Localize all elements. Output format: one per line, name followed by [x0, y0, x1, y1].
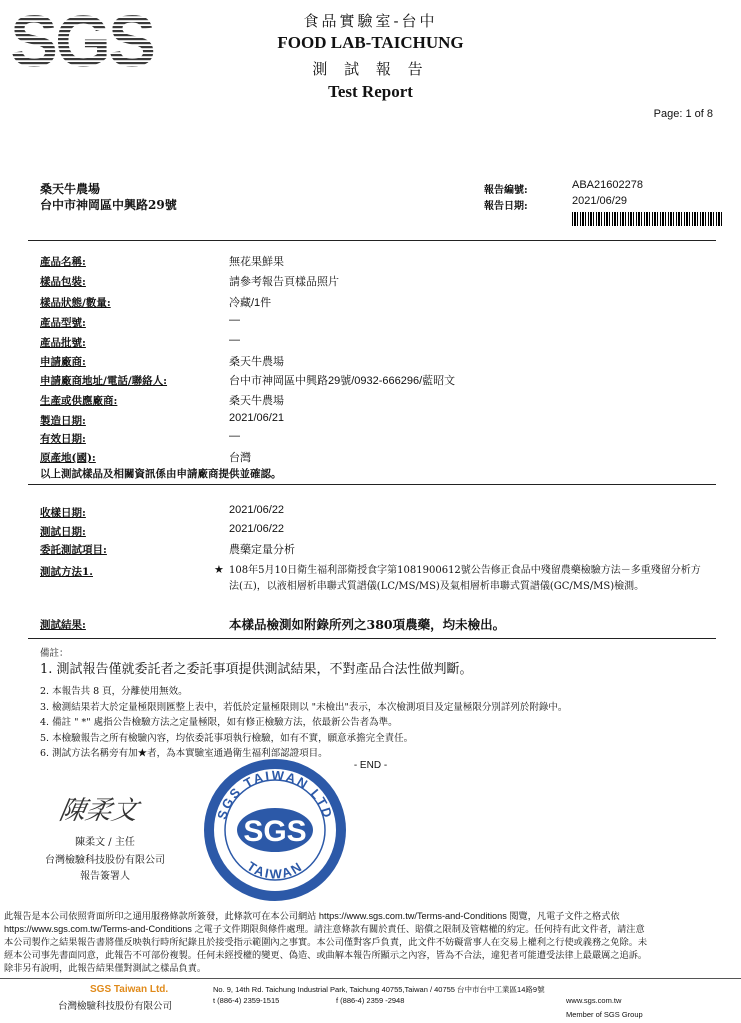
- lab-title-en: FOOD LAB-TAICHUNG: [277, 33, 464, 52]
- field-label: 收樣日期:: [40, 507, 86, 519]
- lab-title-cn: 食品實驗室-台中: [303, 12, 438, 30]
- confirm-note: 以上測試樣品及相關資訊係由申請廠商提供並確認。: [40, 468, 282, 480]
- method-label: 測試方法1.: [40, 566, 93, 578]
- client-name: 桑天牛農場: [40, 182, 101, 196]
- field-value: —: [229, 334, 240, 346]
- signer-name: 陳柔文 / 主任: [75, 837, 135, 848]
- report-title-cn: 測 試 報 告: [312, 60, 429, 78]
- field-label: 生產或供應廠商:: [40, 395, 118, 407]
- note-item: 5. 本檢驗報告之所有檢驗內容，均依委託事項執行檢驗，如有不實，願意承擔完全責任。: [40, 733, 414, 744]
- field-value: 2021/06/21: [229, 412, 285, 424]
- client-address: 台中市神岡區中興路29號: [40, 198, 177, 212]
- divider: [28, 240, 716, 241]
- footer-tel: t (886-4) 2359-1515: [213, 996, 280, 1005]
- field-value: 台中市神岡區中興路29號/0932-666296/藍昭文: [229, 375, 456, 387]
- result-label: 測試結果:: [40, 619, 86, 631]
- page-number: Page: 1 of 8: [653, 108, 713, 120]
- report-no: ABA21602278: [572, 179, 643, 191]
- field-value: 冷藏/1件: [229, 297, 272, 309]
- field-value: 台灣: [229, 452, 251, 464]
- field-value: —: [229, 314, 240, 326]
- report-title-en: Test Report: [328, 82, 413, 101]
- footer-disclaimer-3: 本公司製作之結果報告書將僅反映執行時所紀錄且於接受指示範圍內之事實。本公司僅對客戶負責，此文件不妨礙當事人在交易上權利之行使或義務之免除。未: [4, 937, 648, 947]
- divider: [28, 638, 716, 639]
- field-label: 產品名稱:: [40, 256, 86, 268]
- field-value: 2021/06/22: [229, 523, 285, 535]
- field-label: 產品批號:: [40, 337, 86, 349]
- field-label: 有效日期:: [40, 433, 86, 445]
- note-item: 6. 測試方法名稱旁有加★者，為本實驗室通過衛生福利部認證項目。: [40, 748, 328, 759]
- seal-bottom-text: TAIWAN: [244, 858, 306, 882]
- field-label: 申請廠商:: [40, 356, 86, 368]
- footer-company-cn: 台灣檢驗科技股份有限公司: [58, 1001, 173, 1012]
- end-marker: - END -: [353, 760, 388, 771]
- footer-address: No. 9, 14th Rd. Taichung Industrial Park, Taichung 40755,Taiwan / 40755 台中市台中工業區14路9號: [213, 985, 545, 994]
- field-value: 請參考報告頁樣品照片: [229, 276, 339, 288]
- field-label: 樣品包裝:: [40, 276, 86, 288]
- signer-role: 報告簽署人: [80, 871, 130, 882]
- method-text: 108年5月10日衛生福利部衛授食字第1081900612號公告修正食品中殘留農藥檢驗方法－多重殘留分析方法(五)，以液相層析串聯式質譜儀(LC/MS/MS)及氣相層析串聯式質譜儀(GC/MS/MS)檢測。: [229, 565, 701, 592]
- report-date-label: 報告日期:: [484, 201, 528, 212]
- field-value: 2021/06/22: [229, 504, 285, 516]
- notes-title: 備註：: [40, 648, 69, 659]
- footer-disclaimer-2: https://www.sgs.com.tw/Terms-and-Conditions 之電子文件期限與條件處理。請注意條款有關於責任、賠償之限制及管轄權的約定。任何持有此文件者，請注意: [4, 924, 645, 934]
- field-label: 測試日期:: [40, 526, 86, 538]
- note-item: 1. 測試報告僅就委託者之委託事項提供測試結果，不對產品合法性做判斷。: [40, 662, 473, 677]
- footer-disclaimer-4: 經本公司事先書面同意，此報告不可部份複製。任何未經授權的變更、偽造、或曲解本報告所顯示之內容，皆為不合法，違犯者可能遭受法律上最嚴厲之追訴。: [4, 950, 648, 960]
- result-text: 本樣品檢測如附錄所列之380項農藥，均未檢出。: [229, 617, 506, 632]
- note-item: 2. 本報告共 8 頁，分離使用無效。: [40, 686, 188, 697]
- report-date: 2021/06/29: [572, 195, 628, 207]
- field-value: —: [229, 430, 240, 442]
- company-seal: [200, 750, 350, 910]
- footer-member: Member of SGS Group: [566, 1010, 643, 1019]
- field-label: 產品型號:: [40, 317, 86, 329]
- svg-text:TAIWAN: [244, 858, 305, 881]
- footer-website: www.sgs.com.tw: [566, 996, 622, 1005]
- field-value: 桑天牛農場: [229, 395, 284, 407]
- field-label: 委託測試項目:: [40, 544, 107, 556]
- field-value: 無花果鮮果: [229, 256, 284, 268]
- footer-fax: f (886-4) 2359 -2948: [336, 996, 405, 1005]
- field-value: 農藥定量分析: [229, 543, 295, 556]
- seal-top-text: SGS TAIWAN LTD: [214, 767, 336, 822]
- footer-company-en: SGS Taiwan Ltd.: [90, 984, 169, 995]
- report-no-label: 報告編號:: [484, 185, 528, 196]
- field-label: 製造日期:: [40, 415, 86, 427]
- note-item: 4. 備註 " *" 處指公告檢驗方法之定量極限，如有修正檢驗方法，依最新公告者為準。: [40, 717, 398, 728]
- field-value: 桑天牛農場: [229, 356, 284, 368]
- note-item: 3. 檢測結果若大於定量極限則匯整上表中，若低於定量極限則以 "未檢出"表示，本次檢測項目及定量極限分別詳列於附錄中。: [40, 702, 568, 713]
- divider: [28, 484, 716, 485]
- footer-divider: [0, 978, 741, 979]
- sgs-logo-text: SGS: [10, 6, 154, 70]
- footer-disclaimer-5: 除非另有說明，此報告結果僅對測試之樣品負責。: [4, 963, 207, 973]
- field-label: 申請廠商地址/電話/聯絡人:: [40, 375, 168, 387]
- accreditation-star-icon: ★: [214, 563, 224, 576]
- footer-disclaimer-1: 此報告是本公司依照背面所印之通用服務條款所簽發，此條款可在本公司網站 https://www.sgs.com.tw/Terms-and-Conditions 閱覽，凡電子文件之格式依: [4, 911, 620, 921]
- field-label: 樣品狀態/數量:: [40, 297, 111, 309]
- barcode: [572, 212, 722, 226]
- signature-script: 陳柔文: [56, 796, 141, 826]
- seal-center-text: SGS: [243, 815, 307, 848]
- field-label: 原產地(國):: [40, 452, 96, 464]
- signer-company: 台灣檢驗科技股份有限公司: [45, 855, 165, 866]
